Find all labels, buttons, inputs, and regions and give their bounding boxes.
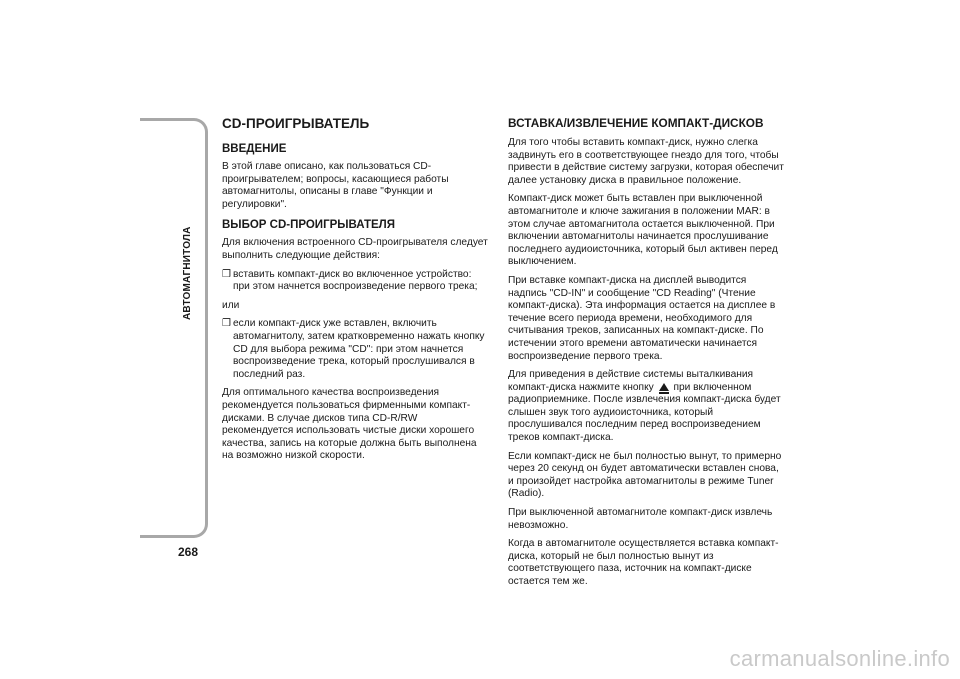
paragraph-eject (508, 369, 784, 445)
eject-text-after: при включенном радиоприемнике. После извлечения компакт-диска будет слышен звук того аудиоисточника, который прослушивался последним перед воспроизведением треков компакт-диска. (508, 381, 781, 444)
select-text: Для включения встроенного CD-проигрывателя следует выполнить следующие действия: (222, 237, 488, 261)
list-item (222, 318, 490, 381)
watermark: carmanualsonline.info (729, 646, 950, 671)
eject-icon (659, 383, 669, 391)
list-item-text: вставить компакт-диск во включенное устройство: при этом начнется воспроизведение первого трека; (233, 268, 478, 293)
paragraph-off: При выключенной автомагнитоле компакт-диск извлечь невозможно. (508, 507, 773, 531)
section-label: АВТОМАГНИТОЛА (182, 226, 193, 320)
intro-text: В этой главе описано, как пользоваться CD-проигрывателем; вопросы, касающиеся работы автомагнитолы, описаны в главе "Функции и регулировки". (222, 161, 449, 210)
left-column (222, 116, 490, 469)
page-number: 268 (177, 545, 199, 559)
list-item-text: если компакт-диск уже вставлен, включить автомагнитолу, затем кратковременно нажать кнопку CD для выбора режима "CD": при этом начнется воспроизведение трека, который прослушивался в последний раз. (233, 318, 485, 380)
eject-text-before: Для приведения в действие системы выталкивания компакт-диска нажмите кнопку (508, 369, 754, 393)
quality-text: Для оптимального качества воспроизведения рекомендуется пользоваться фирменными компакт-дисками. В случае дисков типа CD-R/RW рекомендуется использовать чистые диски хорошего качества, запись на которые должна быть выполнена на возможно низкой скорости. (222, 387, 477, 462)
paragraph-reinsert: Если компакт-диск не был полностью вынут, то примерно через 20 секунд он будет автоматически вставлен снова, и произойдет настройка автомагнитолы в режиме Tuner (Radio). (508, 450, 782, 500)
intro-heading: ВВЕДЕНИЕ (222, 143, 287, 155)
or-text: или (222, 299, 240, 311)
paragraph-partial: Когда в автомагнитоле осуществляется вставка компакт-диска, который не был полностью вынут из соответствующего паза, источник на компакт-диске остается тем же. (508, 538, 779, 587)
right-column (508, 116, 784, 595)
page-title: CD-ПРОИГРЫВАТЕЛЬ (222, 116, 370, 131)
checkbox-bullet-icon: ❒ (222, 318, 231, 330)
insert-eject-heading: ВСТАВКА/ИЗВЛЕЧЕНИЕ КОМПАКТ-ДИСКОВ (508, 116, 764, 130)
checkbox-bullet-icon: ❒ (222, 268, 231, 280)
paragraph-display: При вставке компакт-диска на дисплей выводится надпись "CD-IN" и сообщение "CD Reading" (Чтение компакт-диска). Эта информация остается на дисплее в течение всего периода времени, необходимого для считывания треков, записанных на компакт-диске. По истечении этого времени автоматически начинается воспроизведение первого трека. (508, 274, 776, 362)
section-tab-frame (140, 118, 208, 538)
paragraph-insert: Для того чтобы вставить компакт-диск, нужно слегка задвинуть его в соответствующее гнездо для того, чтобы привести в действие систему загрузки, которая обеспечит далее установку диска в правильное положение. (508, 137, 784, 186)
paragraph-ignition: Компакт-диск может быть вставлен при выключенной автомагнитоле и ключе зажигания в положении MAR: в этом случае автомагнитола остается выключенной. При включении автомагнитолы начинается прослушивание последнего аудиоисточника, который был активен перед выключением. (508, 193, 778, 268)
select-heading: ВЫБОР CD-ПРОИГРЫВАТЕЛЯ (222, 219, 396, 232)
list-item (222, 269, 490, 294)
